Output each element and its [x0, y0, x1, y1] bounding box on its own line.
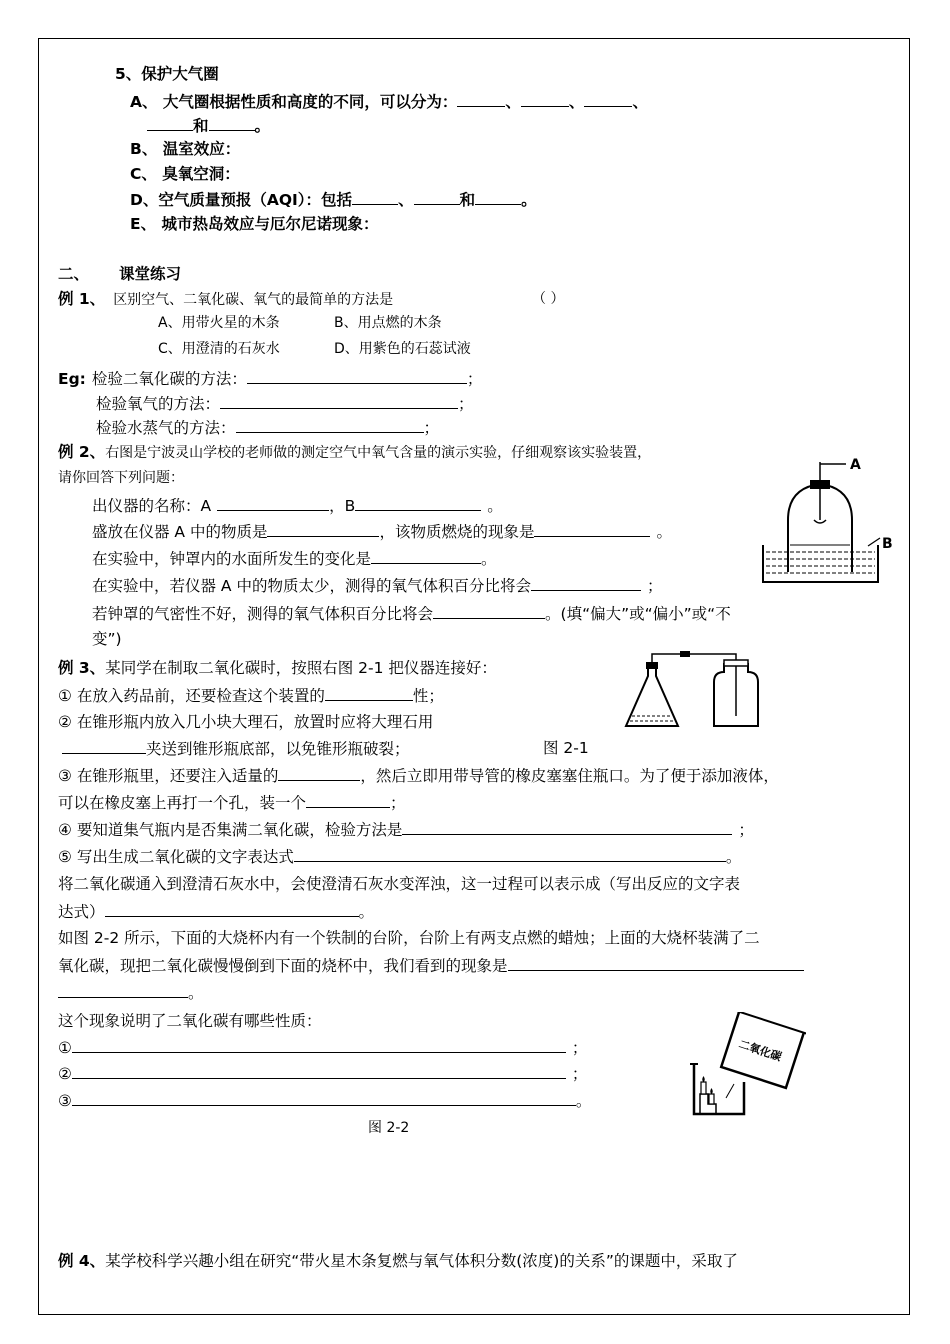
example-2-intro: 例 2、右图是宁波灵山学校的老师做的测定空气中氧气含量的演示实验，仔细观察该实验装置，	[58, 443, 652, 461]
section-5-a-cont: 和 。	[147, 114, 270, 137]
section-5-e: E、 城市热岛效应与厄尔尼诺现象：	[130, 215, 379, 233]
example-4: 例 4、某学校科学兴趣小组在研究“带火星木条复燃与氧气体积分数(浓度)的关系”的课题中，采取了	[58, 1252, 738, 1270]
bell-jar-apparatus-figure	[758, 450, 908, 592]
section-5-a: A、 大气圈根据性质和高度的不同，可以分为： 、 、 、	[130, 90, 648, 113]
example-2-q5: 若钟罩的气密性不好，测得的氧气体积百分比将会 。(填“偏大”或“偏小”或“不	[92, 602, 731, 625]
answer-line-2: ② ；	[58, 1062, 587, 1085]
example-2-intro-2: 请你回答下列问题：	[58, 470, 184, 486]
section-5-c: C、 臭氧空洞：	[130, 165, 240, 183]
example-1-option-d: D、用紫色的石蕊试液	[334, 341, 471, 357]
co2-label: 二氧化碳	[737, 1037, 784, 1064]
example-3-q3-cont: 可以在橡皮塞上再打一个孔，装一个 ；	[58, 791, 406, 814]
example-3-p1-cont: 达式） 。	[58, 900, 374, 923]
example-3-p2-end: 。	[58, 981, 204, 1004]
example-3-q3: ③ 在锥形瓶里，还要注入适量的 ，然后立即用带导管的橡皮塞塞住瓶口。为了便于添加液体，	[58, 764, 779, 787]
answer-line-3: ③ 。	[58, 1089, 591, 1112]
example-1-option-a: A、用带火星的木条	[158, 315, 280, 331]
example-3-q2: ② 在锥形瓶内放入几小块大理石，放置时应将大理石用	[58, 713, 434, 731]
label-a: A	[850, 457, 861, 473]
stopper-shape	[810, 480, 830, 489]
example-2-q5-cont: 变”)	[92, 630, 122, 648]
example-2-q3: 在实验中，钟罩内的水面所发生的变化是 。	[92, 547, 497, 570]
example-3-q5: ⑤ 写出生成二氧化碳的文字表达式 。	[58, 845, 741, 868]
answer-line-1: ① ；	[58, 1036, 587, 1059]
example-3-q4: ④ 要知道集气瓶内是否集满二氧化碳，检验方法是 ；	[58, 818, 754, 841]
eg-co2: Eg: 检验二氧化碳的方法： ；	[58, 367, 482, 390]
figure-2-2-caption: 图 2-2	[368, 1120, 410, 1136]
co2-pouring-figure	[686, 1012, 806, 1118]
example-2-q1: 出仪器的名称：A ，B 。	[92, 494, 503, 517]
example-2-q2: 盛放在仪器 A 中的物质是 ，该物质燃烧的现象是 。	[92, 520, 672, 543]
example-1-answer-paren: （ ）	[532, 291, 565, 307]
example-3-p2: 如图 2-2 所示，下面的大烧杯内有一个铁制的台阶，台阶上有两支点燃的蜡烛；上面的大烧杯装满了二	[58, 929, 760, 947]
example-3-q1: ① 在放入药品前，还要检查这个装置的 性；	[58, 684, 444, 707]
example-3-p3: 这个现象说明了二氧化碳有哪些性质：	[58, 1012, 322, 1030]
section-2-heading: 二、 课堂练习	[58, 265, 182, 283]
example-3-p2-cont: 氧化碳，现把二氧化碳慢慢倒到下面的烧杯中，我们看到的现象是	[58, 954, 804, 977]
section-5-b: B、 温室效应：	[130, 140, 241, 158]
section-5-title: 5、保护大气圈	[115, 65, 219, 83]
example-3-q2-cont: 夹送到锥形瓶底部，以免锥形瓶破裂；	[62, 737, 410, 760]
label-b: B	[882, 536, 893, 552]
example-2-q4: 在实验中，若仪器 A 中的物质太少，测得的氧气体积百分比将会 ；	[92, 574, 662, 597]
eg-o2: 检验氧气的方法： ；	[96, 392, 474, 415]
example-1-option-b: B、用点燃的木条	[334, 315, 442, 331]
eg-h2o: 检验水蒸气的方法： ；	[96, 416, 439, 439]
example-1-option-c: C、用澄清的石灰水	[158, 341, 280, 357]
section-5-d: D、空气质量预报（AQI）：包括 、 和 。	[130, 188, 537, 211]
co2-apparatus-figure	[618, 646, 768, 732]
example-3-p1: 将二氧化碳通入到澄清石灰水中，会使澄清石灰水变浑浊，这一过程可以表示成（写出反应的文字表	[58, 875, 741, 893]
example-3-intro: 例 3、某同学在制取二氧化碳时，按照右图 2-1 把仪器连接好：	[58, 659, 497, 677]
example-1: 例 1、 区别空气、二氧化碳、氧气的最简单的方法是	[58, 290, 394, 308]
figure-2-1-caption: 图 2-1	[543, 739, 589, 757]
